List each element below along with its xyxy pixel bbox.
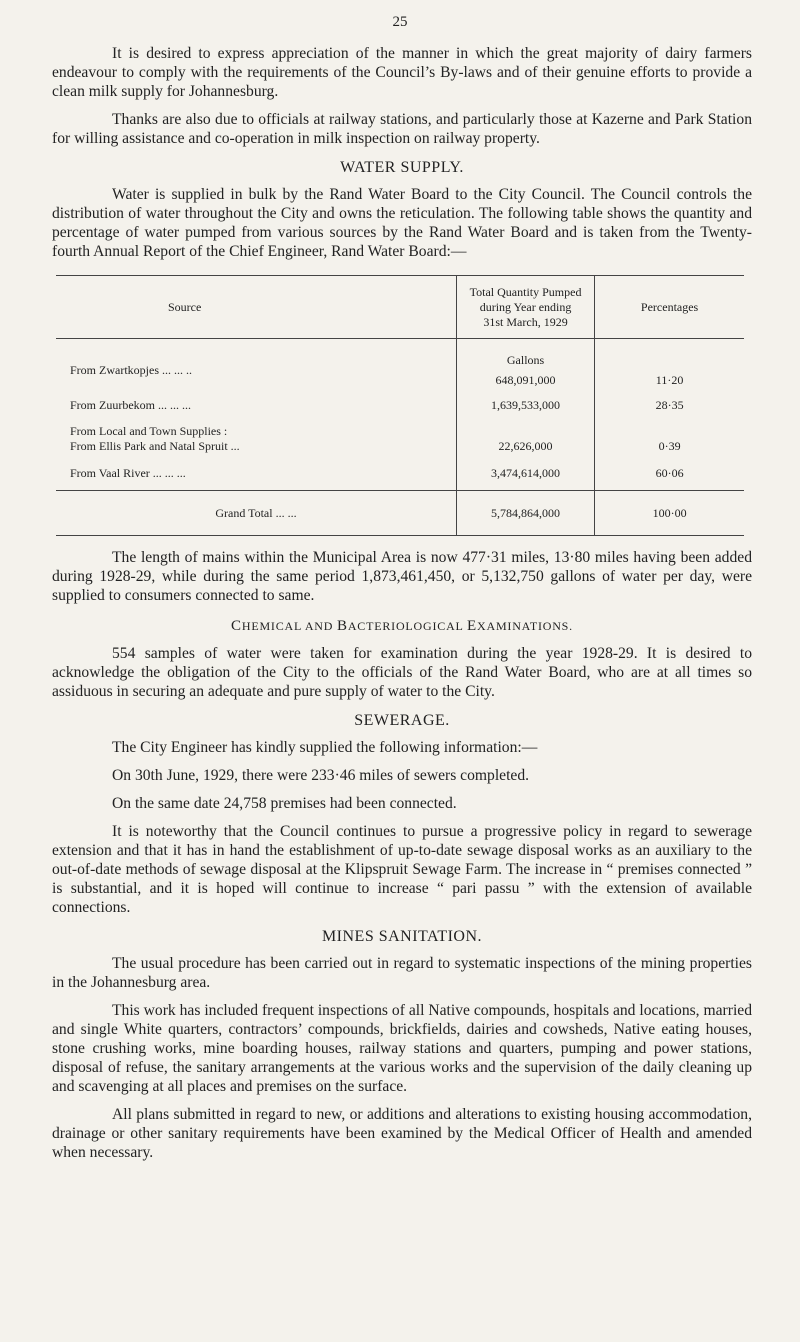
cell-total-label: Grand Total ... ... — [56, 491, 456, 536]
cell-source: From Vaal River ... ... ... — [70, 465, 186, 480]
heading-water-supply: WATER SUPPLY. — [340, 159, 464, 176]
table-row — [56, 456, 744, 491]
paragraph-water-intro: Water is supplied in bulk by the Rand Water Board to the City Council. The Council controls the distribution of water throughout the City and owns the reticulation. The following table shows the quantity and percentage of water pumped from various sources by the Rand Water Board and is taken from the Twenty-fourth Annual Report of the Chief Engineer, Rand Water Board:— — [52, 186, 752, 260]
cell-source-line1: From Local and Town Supplies : — [70, 424, 228, 438]
table-row — [56, 339, 744, 389]
water-source-table — [56, 275, 744, 536]
units-label: Gallons — [506, 353, 545, 367]
cell-source: From Zwartkopjes ... ... .. — [70, 363, 192, 377]
paragraph-thanks: Thanks are also due to officials at railway stations, and particularly those at Kazerne and Park Station for willing assistance and co-operation in milk inspection on railway property. — [52, 111, 752, 147]
paragraph-sewerage-info: The City Engineer has kindly supplied the following information:— — [112, 739, 538, 756]
paragraph-premises-connected: On the same date 24,758 premises had been connected. — [112, 795, 457, 812]
cell-total-percentage: 100·00 — [595, 491, 744, 536]
table-total-row — [56, 491, 744, 536]
cell-percentage — [595, 339, 744, 389]
header-quantity-line3: 31st March, 1929 — [483, 314, 568, 329]
header-quantity-line1: Total Quantity Pumped — [469, 284, 582, 299]
page-number: 25 — [392, 14, 408, 30]
paragraph-sewerage-policy: It is noteworthy that the Council continues to pursue a progressive policy in regard to sewerage extension and that it has in hand the establishment of up-to-date sewage disposal works as an auxiliary to the out-of-date methods of sewage disposal at the Klipspruit Sewage Farm. The increase in “ premises connected ” is substantial, and it is hoped will continue to increase “ pari passu ” with the extension of available connections. — [52, 823, 752, 916]
header-quantity-line2: during Year ending — [479, 299, 572, 314]
table-header-row — [56, 276, 744, 339]
paragraph-samples: 554 samples of water were taken for examination during the year 1928-29. It is desired to acknowledge the obligation of the City to the officials of the Rand Water Board, who are at all times so assiduous in securing an adequate and pure supply of water to the City. — [52, 645, 752, 700]
header-source: Source — [56, 276, 456, 339]
paragraph-sewers-completed: On 30th June, 1929, there were 233·46 miles of sewers completed. — [112, 767, 530, 784]
cell-percentage-value: 0·39 — [658, 439, 681, 453]
heading-sewerage: SEWERAGE. — [354, 712, 450, 729]
cell-total-quantity: 5,784,864,000 — [456, 491, 594, 536]
cell-percentage: 60·06 — [655, 465, 684, 480]
paragraph-dairy-farmers: It is desired to express appreciation of the manner in which the great majority of dairy farmers endeavour to comply with the requirements of the Council’s By-laws and of their genuine efforts to provide a clean milk supply for Johannesburg. — [52, 45, 752, 100]
cell-percentage — [595, 422, 744, 456]
cell-quantity-value: 22,626,000 — [498, 439, 553, 453]
cell-source — [56, 422, 456, 456]
heading-mines-sanitation: MINES SANITATION. — [321, 928, 483, 945]
paragraph-mines-procedure: The usual procedure has been carried out in regard to systematic inspections of the mining properties in the Johannesburg area. — [52, 955, 752, 991]
cell-quantity — [456, 422, 594, 456]
table-row — [56, 422, 744, 456]
cell-quantity: 1,639,533,000 — [456, 388, 594, 422]
cell-percentage: 28·35 — [655, 397, 684, 412]
cell-quantity — [456, 339, 594, 389]
paragraph-mains-length: The length of mains within the Municipal Area is now 477·31 miles, 13·80 miles having been added during 1928-29, while during the same period 1,873,461,450, or 5,132,750 gallons of water per day, were supplied to consumers connected to same. — [52, 549, 752, 604]
page-content — [52, 44, 752, 1171]
heading-chemical-bacteriological: CHEMICAL AND BACTERIOLOGICAL EXAMINATIONS. — [231, 618, 573, 634]
cell-source-line2: From Ellis Park and Natal Spruit ... — [70, 439, 240, 453]
header-percentages: Percentages — [595, 276, 744, 339]
cell-source: From Zuurbekom ... ... ... — [70, 397, 191, 412]
cell-percentage-value: 11·20 — [655, 373, 684, 387]
cell-quantity: 3,474,614,000 — [456, 456, 594, 491]
table-row — [56, 388, 744, 422]
paragraph-mines-inspections: This work has included frequent inspections of all Native compounds, hospitals and locations, married and single White quarters, contractors’ compounds, brickfields, dairies and cowsheds, Native eating houses, stone crushing works, mine boarding houses, railway stations and quarters, pumping and power stations, disposal of refuse, the sanitary arrangements at the various works and the supervision of the daily cleaning up and scavenging at all places and premises on the surface. — [52, 1002, 752, 1095]
cell-quantity-value: 648,091,000 — [495, 373, 556, 387]
header-quantity — [456, 276, 594, 339]
paragraph-mines-plans: All plans submitted in regard to new, or additions and alterations to existing housing accommodation, drainage or other sanitary requirements have been examined by the Medical Officer of Health and amended when necessary. — [52, 1106, 752, 1161]
